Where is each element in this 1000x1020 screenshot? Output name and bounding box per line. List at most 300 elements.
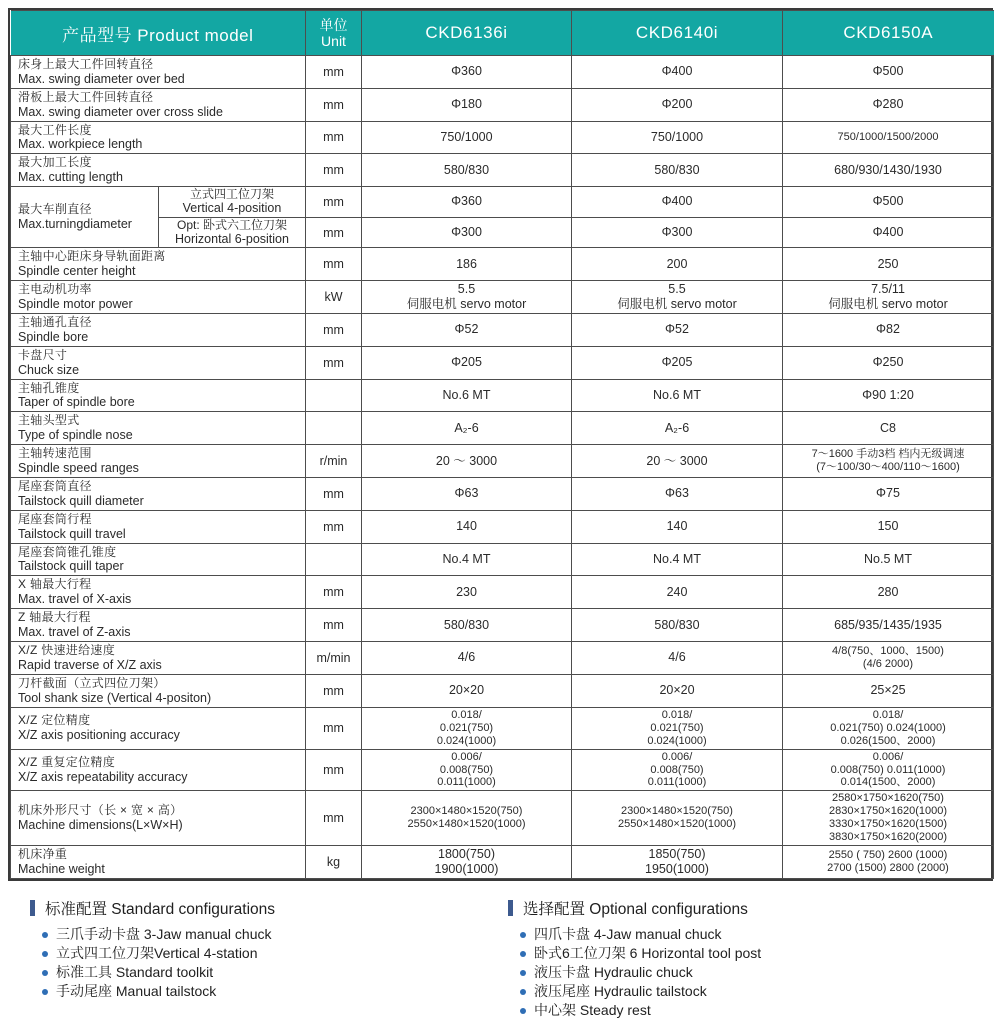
value-line: 140 [666, 519, 688, 534]
unit-cell: kg [306, 846, 362, 879]
config-list-item [30, 982, 508, 1001]
value-line: 230 [456, 584, 477, 599]
accent-bar-icon [30, 900, 35, 916]
value-line: 2550×1480×1520(1000) [407, 818, 526, 831]
row-label [11, 478, 306, 511]
bullet-icon [42, 970, 48, 976]
value-cell [783, 154, 994, 187]
unit-cell: m/min [306, 642, 362, 675]
value-line: 3830×1750×1620(2000) [828, 831, 948, 844]
row-label [11, 88, 306, 121]
value-line: 20×20 [448, 683, 485, 698]
value-cell [783, 791, 994, 846]
value-line: 580/830 [443, 617, 490, 632]
value-line: 2550 ( 750) 2600 (1000) [828, 849, 948, 862]
product-model-header: 产品型号 Product model [11, 11, 306, 56]
value-line: 0.011(1000) [647, 776, 707, 789]
row-label-en: Max. workpiece length [18, 137, 143, 152]
value-line: No.6 MT [653, 388, 701, 403]
spec-row [11, 154, 994, 187]
unit-header [306, 11, 362, 56]
value-line: 240 [666, 584, 688, 599]
unit-cell: kW [306, 281, 362, 314]
value-cell [783, 412, 994, 445]
bullet-icon [520, 1008, 526, 1014]
value-line: 7～1600 手动3档 档内无级调速 [811, 448, 965, 461]
value-line: No.5 MT [864, 552, 912, 567]
value-line: C8 [880, 420, 896, 435]
unit-cell: mm [306, 674, 362, 707]
accent-bar-icon [508, 900, 513, 916]
spec-table-frame [8, 8, 993, 881]
value-cell [362, 707, 572, 749]
value-line: 0.018/ [451, 708, 482, 721]
row-label-en: Machine weight [18, 862, 105, 877]
value-line: 0.024(1000) [647, 734, 707, 747]
bullet-icon [42, 989, 48, 995]
value-line: Φ205 [451, 355, 482, 370]
value-cell [783, 187, 994, 218]
value-cell [572, 791, 783, 846]
value-line: Φ400 [661, 64, 693, 79]
spec-row [11, 187, 994, 218]
row-label [11, 674, 306, 707]
row-label [11, 791, 306, 846]
row-label-cn: 立式四工位刀架 [189, 187, 274, 202]
value-line: 1900(1000) [434, 862, 499, 877]
optional-configurations-title-text: 选择配置 Optional configurations [523, 901, 748, 919]
config-list-item [508, 982, 986, 1001]
value-cell [572, 314, 783, 347]
value-cell [783, 576, 994, 609]
value-cell [572, 121, 783, 154]
row-sublabel [159, 217, 306, 248]
config-item-text: 标准工具 Standard toolkit [56, 964, 214, 981]
bullet-icon [42, 951, 48, 957]
row-label-cn: 刀杆截面（立式四位刀架） [18, 675, 166, 690]
table-header-row [11, 11, 994, 56]
value-cell [572, 510, 783, 543]
value-line: 580/830 [654, 162, 700, 177]
value-line: 20 ～ 3000 [646, 453, 708, 468]
value-cell [572, 56, 783, 89]
unit-cell: r/min [306, 445, 362, 478]
config-list-item [30, 925, 508, 944]
value-cell [783, 846, 994, 879]
bullet-icon [520, 932, 526, 938]
standard-configurations-list [30, 925, 508, 1001]
row-label [11, 346, 306, 379]
spec-row [11, 478, 994, 511]
value-line: 0.018/ [661, 708, 693, 721]
config-item-text: 立式四工位刀架Vertical 4-station [56, 945, 258, 962]
standard-configurations-title-text: 标准配置 Standard configurations [45, 901, 276, 919]
unit-cell: mm [306, 576, 362, 609]
value-line: 140 [456, 519, 477, 534]
row-label [11, 281, 306, 314]
standard-configurations [30, 897, 508, 1020]
row-label-cn: X 轴最大行程 [18, 577, 92, 592]
config-list-item [30, 944, 508, 963]
row-label-en: Spindle center height [18, 264, 136, 279]
optional-configurations-title [508, 897, 986, 919]
value-cell [783, 281, 994, 314]
row-label-cn: 机床外形尺寸（长 × 宽 × 高） [18, 803, 183, 818]
value-cell [362, 281, 572, 314]
row-label-cn: 卡盘尺寸 [18, 347, 68, 362]
model-column-header-2: CKD6140i [572, 11, 783, 56]
value-line: No.6 MT [442, 388, 491, 403]
value-line: Φ63 [665, 486, 689, 501]
optional-configurations-list [508, 925, 986, 1020]
value-line: No.4 MT [653, 552, 701, 567]
value-line: 750/1000/1500/2000 [837, 131, 939, 143]
value-cell [572, 187, 783, 218]
row-label [11, 846, 306, 879]
row-label-cn: 主轴通孔直径 [18, 315, 92, 330]
unit-cell: mm [306, 749, 362, 791]
value-cell [362, 510, 572, 543]
row-label [11, 749, 306, 791]
spec-table-body [11, 56, 994, 879]
value-line: 685/935/1435/1935 [834, 617, 942, 632]
value-line: Φ63 [454, 486, 479, 501]
value-line: 7.5/11 [871, 282, 905, 297]
model-column-header-1: CKD6136i [362, 11, 572, 56]
row-label-en: Max.turningdiameter [18, 217, 132, 232]
optional-configurations [508, 897, 986, 1020]
row-label-cn: 尾座套筒行程 [18, 511, 92, 526]
value-cell [362, 248, 572, 281]
value-line: 280 [877, 584, 899, 599]
value-line: 1800(750) [438, 847, 495, 862]
value-line: 0.014(1500、2000) [840, 776, 936, 789]
config-item-text: 液压卡盘 Hydraulic chuck [534, 964, 693, 981]
value-line: 4/6 [457, 650, 476, 665]
value-line: 0.006/ [451, 750, 482, 763]
value-cell [362, 346, 572, 379]
value-cell [362, 609, 572, 642]
value-cell [362, 791, 572, 846]
value-cell [783, 88, 994, 121]
value-line: 0.006/ [661, 750, 693, 763]
row-label-en: Max. travel of Z-axis [18, 625, 131, 640]
value-cell [572, 154, 783, 187]
spec-row [11, 576, 994, 609]
value-line: 0.021(750) [650, 721, 704, 734]
row-label-cn: X/Z 定位精度 [18, 713, 91, 728]
value-line: 2300×1480×1520(750) [410, 805, 523, 818]
value-line: Φ90 1:20 [862, 388, 914, 403]
value-line: 0.008(750) [439, 763, 494, 776]
value-line: 25×25 [870, 683, 906, 698]
value-line: 伺服电机 servo motor [828, 297, 948, 312]
value-line: 20 ～ 3000 [435, 453, 498, 468]
value-line: 2550×1480×1520(1000) [617, 818, 737, 831]
spec-row [11, 609, 994, 642]
value-cell [572, 576, 783, 609]
value-line: 1950(1000) [645, 862, 709, 877]
row-label [11, 609, 306, 642]
value-cell [362, 154, 572, 187]
value-line: 150 [877, 519, 899, 534]
value-line: 0.021(750) [439, 721, 494, 734]
value-line: 0.011(1000) [437, 776, 496, 789]
value-cell [572, 642, 783, 675]
config-list-item [508, 944, 986, 963]
unit-cell: mm [306, 314, 362, 347]
value-cell [783, 707, 994, 749]
row-label [11, 445, 306, 478]
standard-configurations-title [30, 897, 508, 919]
row-label-en: Taper of spindle bore [18, 395, 135, 410]
value-line: A₂-6 [454, 420, 479, 435]
configurations-section [8, 897, 993, 1020]
row-label-en: X/Z axis positioning accuracy [18, 727, 180, 742]
row-label [11, 543, 306, 576]
value-cell [572, 609, 783, 642]
value-line: Φ75 [876, 486, 900, 501]
value-line: Φ400 [661, 194, 693, 209]
value-line: Φ200 [661, 97, 693, 112]
unit-cell: mm [306, 346, 362, 379]
row-label-cn: 床身上最大工件回转直径 [18, 57, 154, 71]
value-cell [783, 609, 994, 642]
bullet-icon [520, 951, 526, 957]
value-cell [783, 749, 994, 791]
bullet-icon [42, 932, 48, 938]
spec-row [11, 707, 994, 749]
value-line: Φ52 [665, 322, 689, 337]
row-label [11, 56, 306, 89]
value-cell [572, 248, 783, 281]
row-label-en: Max. swing diameter over bed [18, 71, 185, 86]
spec-row [11, 248, 994, 281]
unit-header-en: Unit [321, 33, 346, 49]
row-label [11, 379, 306, 412]
row-label [11, 412, 306, 445]
value-cell [572, 217, 783, 248]
value-cell [362, 56, 572, 89]
row-label-cn: Z 轴最大行程 [18, 610, 91, 625]
value-cell [362, 379, 572, 412]
value-line: Φ360 [451, 64, 482, 79]
row-label-cn: X/Z 快速进给速度 [18, 643, 116, 658]
row-label [11, 314, 306, 347]
value-cell [362, 576, 572, 609]
row-label-en: Max. travel of X-axis [18, 592, 132, 607]
value-line: Φ300 [661, 225, 693, 239]
value-cell [572, 478, 783, 511]
value-line: 250 [877, 256, 899, 271]
row-label-cn: 滑板上最大工件回转直径 [18, 89, 154, 104]
config-list-item [508, 963, 986, 982]
value-line: Φ300 [451, 225, 482, 239]
value-line: 2700 (1500) 2800 (2000) [827, 862, 949, 875]
config-item-text: 三爪手动卡盘 3-Jaw manual chuck [56, 926, 272, 943]
value-cell [783, 346, 994, 379]
row-sublabel [159, 187, 306, 218]
spec-row [11, 88, 994, 121]
value-cell [572, 346, 783, 379]
value-line: 750/1000 [440, 129, 493, 144]
config-list-item [508, 1001, 986, 1020]
value-line: (7～100/30～400/110～1600) [816, 461, 960, 474]
unit-cell: mm [306, 56, 362, 89]
value-cell [362, 749, 572, 791]
spec-row [11, 543, 994, 576]
spec-row [11, 642, 994, 675]
row-label-en: Type of spindle nose [18, 428, 133, 443]
unit-cell: mm [306, 248, 362, 281]
row-label-cn: 最大加工长度 [18, 155, 92, 170]
row-label-cn: 主电动机功率 [18, 282, 92, 297]
unit-header-cn: 单位 [319, 16, 348, 33]
row-label-en: Rapid traverse of X/Z axis [18, 657, 162, 672]
value-cell [783, 217, 994, 248]
value-line: 3330×1750×1620(1500) [828, 818, 948, 831]
value-cell [362, 674, 572, 707]
unit-cell: mm [306, 217, 362, 248]
spec-row [11, 412, 994, 445]
value-cell [783, 445, 994, 478]
spec-row [11, 749, 994, 791]
row-label-en: Tool shank size (Vertical 4-positon) [18, 690, 212, 705]
value-line: 2300×1480×1520(750) [621, 805, 733, 818]
config-list-item [508, 925, 986, 944]
unit-cell [306, 379, 362, 412]
value-line: 580/830 [443, 162, 490, 177]
row-label-en: Max. cutting length [18, 170, 123, 185]
row-label-cn: Opt: 卧式六工位刀架 [176, 217, 287, 232]
row-label-cn: 最大车削直径 [18, 202, 92, 217]
value-cell [362, 642, 572, 675]
config-item-text: 液压尾座 Hydraulic tailstock [534, 983, 707, 1000]
value-cell [783, 674, 994, 707]
value-line: 0.018/ [872, 708, 904, 721]
row-label-cn: 主轴中心距床身导轨面距离 [18, 249, 166, 264]
spec-row [11, 217, 994, 248]
value-cell [362, 121, 572, 154]
value-line: 4/8(750、1000、1500) [832, 644, 944, 657]
value-cell [362, 314, 572, 347]
row-label [11, 576, 306, 609]
unit-cell: mm [306, 707, 362, 749]
value-line: 2830×1750×1620(1000) [828, 805, 948, 818]
row-label-en: Machine dimensions(L×W×H) [18, 818, 183, 833]
row-label [11, 248, 306, 281]
value-cell [783, 121, 994, 154]
row-label-cn: 机床净重 [18, 847, 68, 862]
value-line: Φ52 [454, 322, 479, 337]
row-label-cn: 尾座套筒直径 [18, 479, 92, 494]
value-line: 0.024(1000) [436, 734, 497, 747]
value-line: Φ280 [872, 97, 904, 112]
value-line: 5.5 [457, 282, 476, 297]
bullet-icon [520, 970, 526, 976]
config-list-item [30, 963, 508, 982]
value-line: 4/6 [668, 650, 686, 665]
spec-table [10, 10, 994, 879]
spec-row [11, 379, 994, 412]
value-line: 680/930/1430/1930 [834, 162, 942, 177]
value-line: 0.006/ [872, 750, 904, 763]
value-cell [572, 749, 783, 791]
value-cell [572, 281, 783, 314]
value-line: 20×20 [659, 683, 695, 698]
spec-row [11, 445, 994, 478]
value-line: Φ205 [661, 355, 693, 370]
value-cell [572, 846, 783, 879]
unit-cell: mm [306, 791, 362, 846]
unit-cell [306, 543, 362, 576]
value-cell [783, 379, 994, 412]
row-label-cn: 最大工件长度 [18, 122, 92, 137]
row-label-en: Spindle bore [18, 329, 89, 344]
value-line: Φ400 [872, 225, 904, 239]
unit-cell: mm [306, 187, 362, 218]
value-line: Φ82 [876, 322, 900, 337]
value-line: No.4 MT [442, 552, 491, 567]
value-cell [572, 412, 783, 445]
row-label-cn: 主轴孔锥度 [18, 380, 80, 395]
value-line: Φ250 [872, 355, 904, 370]
unit-cell: mm [306, 121, 362, 154]
value-cell [783, 248, 994, 281]
model-column-header-3: CKD6150A [783, 11, 994, 56]
value-cell [783, 642, 994, 675]
config-item-text: 手动尾座 Manual tailstock [56, 983, 217, 1000]
value-cell [572, 543, 783, 576]
value-line: 750/1000 [650, 129, 704, 144]
row-label-en: Tailstock quill travel [18, 526, 126, 541]
value-line: Φ180 [451, 97, 482, 112]
row-label-en: Max. swing diameter over cross slide [18, 104, 223, 119]
value-line: Φ500 [872, 64, 904, 79]
value-line: A₂-6 [664, 420, 690, 435]
value-line: 0.008(750) 0.011(1000) [830, 763, 946, 776]
value-cell [572, 379, 783, 412]
value-line: 200 [666, 256, 688, 271]
value-line: 5.5 [668, 282, 686, 297]
unit-cell [306, 412, 362, 445]
value-line: 2580×1750×1620(750) [832, 792, 944, 805]
row-label-en: Tailstock quill taper [18, 559, 124, 574]
row-label [11, 510, 306, 543]
value-cell [783, 56, 994, 89]
value-line: Φ500 [872, 194, 904, 209]
row-label [11, 642, 306, 675]
spec-row [11, 674, 994, 707]
value-cell [572, 445, 783, 478]
unit-cell: mm [306, 88, 362, 121]
value-cell [362, 543, 572, 576]
value-line: 580/830 [654, 617, 700, 632]
value-cell [783, 478, 994, 511]
value-line: 0.026(1500、2000) [840, 734, 936, 747]
config-item-text: 中心架 Steady rest [534, 1002, 651, 1019]
spec-row [11, 346, 994, 379]
spec-row [11, 281, 994, 314]
row-label-cn: X/Z 重复定位精度 [18, 755, 116, 770]
value-cell [572, 707, 783, 749]
value-line: 0.021(750) 0.024(1000) [830, 721, 946, 734]
config-item-text: 四爪卡盘 4-Jaw manual chuck [534, 926, 722, 943]
config-item-text: 卧式6工位刀架 6 Horizontal tool post [534, 945, 762, 962]
value-cell [362, 478, 572, 511]
value-line: 伺服电机 servo motor [406, 297, 527, 312]
bullet-icon [520, 989, 526, 995]
